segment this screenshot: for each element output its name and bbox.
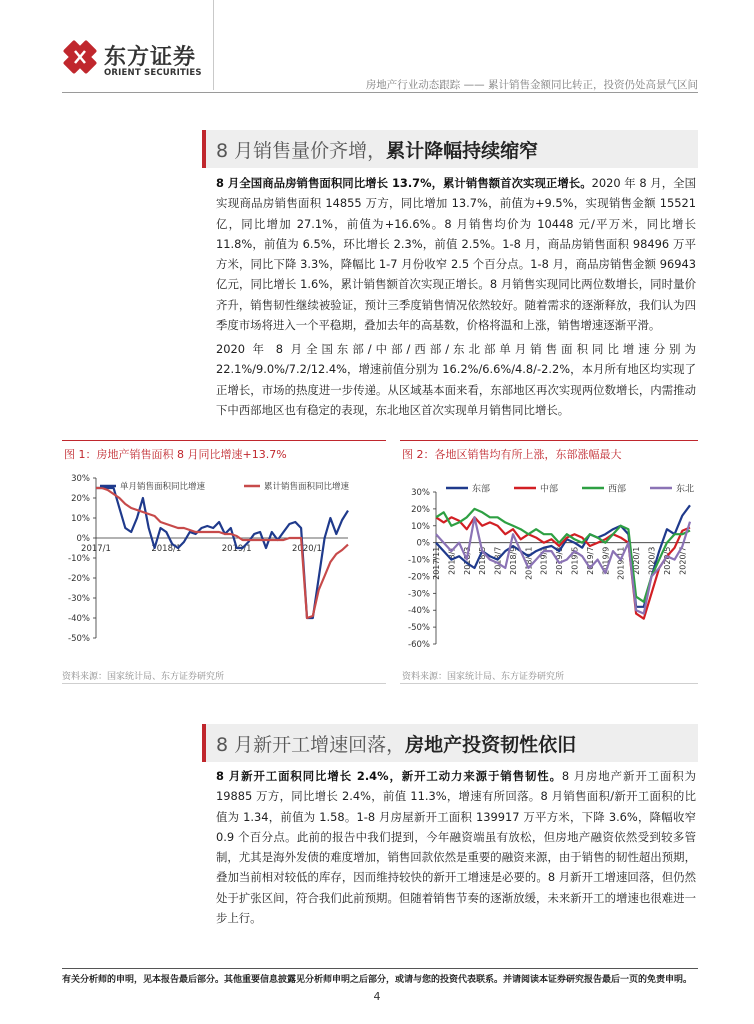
x-tick-label: 2017/1 [81, 544, 111, 554]
x-tick-label: 2018/5 [478, 546, 488, 575]
x-tick-label: 2019/9 [601, 546, 611, 575]
legend-label: 东部 [472, 484, 491, 495]
section-title: 8 月新开工增速回落，房地产投资韧性依旧 [216, 734, 577, 756]
x-tick-label: 2020/3 [647, 546, 657, 575]
logo-mark-icon [63, 40, 98, 75]
x-tick-label: 2019/1 [539, 546, 549, 575]
paragraph-sales-national: 8 月全国商品房销售面积同比增长 13.7%，累计销售额首次实现正增长。2020 年 8 月，全国实现商品房销售面积 14855 万方，同比增加 13.7%，前值为+9.5%，实现销售金额 15521 亿，同比增加 27.1%，前值为+16.6%。8 月销售均价为 10448 元/平万米，同比增长 11.8%，前值为 6.5%，环比增长 2.3%，前值 2.5%。1-8 月，商品房销售面积 98496 万平方米，同比下降 3.3%，降幅比 1-7 月份收窄 2.5 个百分点。1-8 月，商品房销售金额 96943 亿元，同比增长 1.6%，累计销售额首次实现正增长。8 月销售实现同比两位数增长，同时量价齐升，销售韧性继续被验证，预计三季度销售情况依然较好。随着需求的逐渐释放，我们认为四季度市场将进入一个平稳期，叠加去年的高基数，价格将温和上涨，销售增速逐渐平滑。 [216, 176, 696, 333]
y-tick-label: -40% [408, 606, 430, 617]
header-rule [62, 92, 698, 93]
y-tick-label: -20% [408, 572, 430, 583]
section-heading-sales [202, 130, 698, 168]
y-tick-label: -40% [68, 614, 90, 624]
legend-label: 单月销售面积同比增速 [120, 482, 206, 492]
header-divider [213, 0, 214, 90]
x-tick-label: 2018/1 [447, 546, 457, 575]
x-tick-label: 2020/7 [678, 546, 688, 575]
x-tick-label: 2018/7 [493, 546, 503, 575]
legend-label: 中部 [540, 484, 559, 495]
x-tick-label: 2020/5 [662, 546, 672, 575]
y-tick-label: -60% [408, 640, 430, 650]
y-tick-label: -30% [68, 594, 90, 604]
y-tick-label: -50% [408, 623, 430, 634]
section-heading-new-starts [202, 724, 698, 762]
footer-disclaimer: 有关分析师的申明，见本报告最后部分。其他重要信息披露见分析师申明之后部分，或请与您的投资代表联系。并请阅读本证券研究报告最后一页的免责申明。 [62, 975, 693, 985]
x-tick-label: 2018/11 [524, 546, 534, 580]
y-tick-label: 0% [76, 534, 90, 544]
chart-sales-area-growth [58, 468, 358, 648]
x-tick-label: 2018/1 [151, 544, 182, 554]
y-tick-label: 30% [71, 474, 90, 484]
y-tick-label: 20% [411, 504, 430, 515]
figure1-bottom-rule [62, 683, 386, 684]
x-tick-label: 2017/11 [432, 546, 441, 580]
x-tick-label: 2020/1 [292, 544, 322, 554]
section-accent-bar [202, 130, 206, 168]
page-number: 4 [373, 990, 381, 1003]
y-tick-label: -20% [68, 574, 90, 584]
y-tick-label: -30% [408, 589, 430, 600]
logo-chinese-name: 东方证券 [104, 45, 197, 70]
footer-rule [62, 968, 698, 969]
legend-label: 东北 [676, 484, 695, 495]
x-tick-label: 2019/1 [221, 544, 252, 554]
x-tick-label: 2018/3 [462, 546, 472, 575]
legend-label: 累计销售面积同比增速 [264, 482, 350, 492]
y-tick-label: 10% [71, 514, 90, 524]
x-tick-label: 2020/1 [632, 546, 642, 575]
x-tick-label: 2018/9 [508, 546, 518, 575]
y-tick-label: 0% [416, 538, 430, 549]
chart-regional-sales-growth [398, 474, 698, 654]
figure1-title: 图 1：房地产销售面积 8 月同比增速+13.7% [64, 448, 287, 461]
section-title: 8 月销售量价齐增，累计降幅持续缩窄 [216, 140, 539, 162]
paragraph-new-starts: 8 月新开工面积同比增长 2.4%，新开工动力来源于销售韧性。8 月房地产新开工面积为 19885 万方，同比增长 2.4%，前值 11.3%，增速有所回落。8 月销售面积/新开工面积的比值为 1.34，前值为 1.58。1-8 月房屋新开工面积 139917 万平方米，下降 3.6%，降幅收窄 0.9 个百分点。此前的报告中我们提到，今年融资端虽有放松，但房地产融资依然受到较多管制，尤其是海外发债的难度增加，销售回款依然是重要的融资来源，由于销售的韧性超出预期，叠加当前相对较低的库存，因而维持较快的新开工增速是必要的。8 月新开工增速回落，但仍然处于扩张区间，符合我们此前预期。但随着销售节奏的逐渐放缓，未来新开工的增速也很难进一步上行。 [216, 769, 696, 926]
y-tick-label: 20% [71, 494, 90, 504]
y-tick-label: -10% [408, 555, 430, 566]
report-header-line: 房地产行业动态跟踪 —— 累计销售金额同比转正，投资仍处高景气区间 [365, 79, 698, 91]
section-accent-bar [202, 724, 206, 762]
figure2-source: 资料来源：国家统计局、东方证券研究所 [402, 672, 565, 682]
paragraph-sales-regional: 2020 年 8 月全国东部/中部/西部/东北部单月销售面积同比增速分别为 22.1%/9.0%/7.2/12.4%，增速前值分别为 16.2%/6.6%/4.8/-2.2%，本月所有地区均实现了正增长，市场的热度进一步传递。从区域基本面来看，东部地区再次实现两位数增长，内需推动下中西部地区也有稳定的表现，东北地区首次实现单月销售同比增长。 [216, 342, 696, 417]
legend-label: 西部 [608, 484, 627, 495]
x-tick-label: 2019/3 [555, 546, 565, 575]
figure2-top-rule [400, 440, 698, 441]
y-tick-label: -50% [68, 634, 90, 644]
figure2-bottom-rule [400, 683, 698, 684]
figure2-title: 图 2：各地区销售均有所上涨，东部涨幅最大 [402, 448, 622, 461]
x-tick-label: 2019/7 [585, 546, 595, 575]
x-tick-label: 2019/11 [616, 546, 626, 580]
logo-english-name: ORIENT SECURITIES [104, 68, 202, 78]
figure1-source: 资料来源：国家统计局、东方证券研究所 [62, 672, 225, 682]
y-tick-label: 10% [411, 521, 430, 532]
figure1-top-rule [62, 440, 386, 441]
y-tick-label: -10% [68, 554, 90, 564]
x-tick-label: 2019/5 [570, 546, 580, 575]
y-tick-label: 30% [411, 488, 430, 498]
